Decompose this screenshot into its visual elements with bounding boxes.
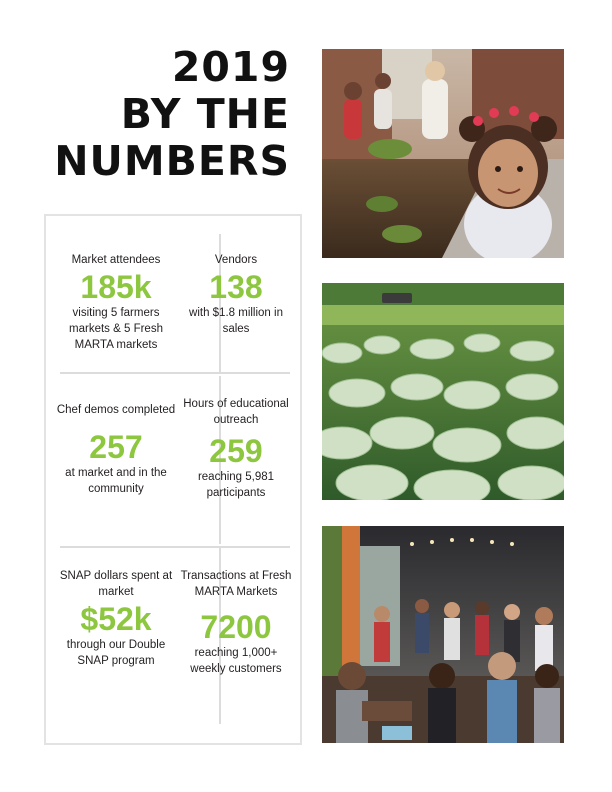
divider-horizontal-1	[60, 372, 290, 374]
photo-market-crowd	[322, 526, 564, 743]
stat-description: reaching 5,981 participants	[197, 471, 275, 499]
stat-value: $52k	[80, 601, 152, 637]
divider-horizontal-2	[60, 546, 290, 548]
stat-label: Hours of educational outreach	[183, 398, 289, 426]
stat-value: 185k	[80, 269, 152, 305]
title-line-year: 2019	[171, 43, 290, 91]
stat-value: 138	[209, 269, 263, 305]
stat-chef-demos	[56, 402, 176, 497]
title-line-by-the: BY THE	[120, 90, 290, 138]
stat-description: reaching 1,000+ weekly customers	[190, 647, 282, 675]
stat-snap-dollars	[56, 568, 176, 669]
stat-label: Market attendees	[71, 254, 161, 266]
stat-label: Vendors	[214, 254, 258, 266]
stat-description: through our Double SNAP program	[66, 639, 166, 667]
stat-description: visiting 5 farmers markets & 5 Fresh MARTA markets	[69, 307, 163, 351]
stat-value: 7200	[200, 609, 272, 645]
photo-kale-field	[322, 283, 564, 500]
stat-description: with $1.8 million in sales	[189, 307, 283, 335]
stats-panel	[44, 214, 302, 745]
stat-market-attendees	[56, 252, 176, 353]
stat-label: SNAP dollars spent at market	[59, 570, 173, 598]
title-line-numbers: NUMBERS	[54, 137, 290, 185]
stat-value: 259	[209, 433, 263, 469]
stat-vendors	[176, 252, 296, 337]
stat-label: Chef demos completed	[56, 404, 176, 416]
stat-label: Transactions at Fresh MARTA Markets	[180, 570, 292, 598]
stat-value: 257	[89, 429, 143, 465]
photo-child-garden	[322, 49, 564, 258]
stat-educational-outreach	[176, 396, 296, 501]
page-title	[54, 44, 290, 185]
stat-fresh-marta-transactions	[176, 568, 296, 677]
stat-description: at market and in the community	[65, 467, 167, 495]
